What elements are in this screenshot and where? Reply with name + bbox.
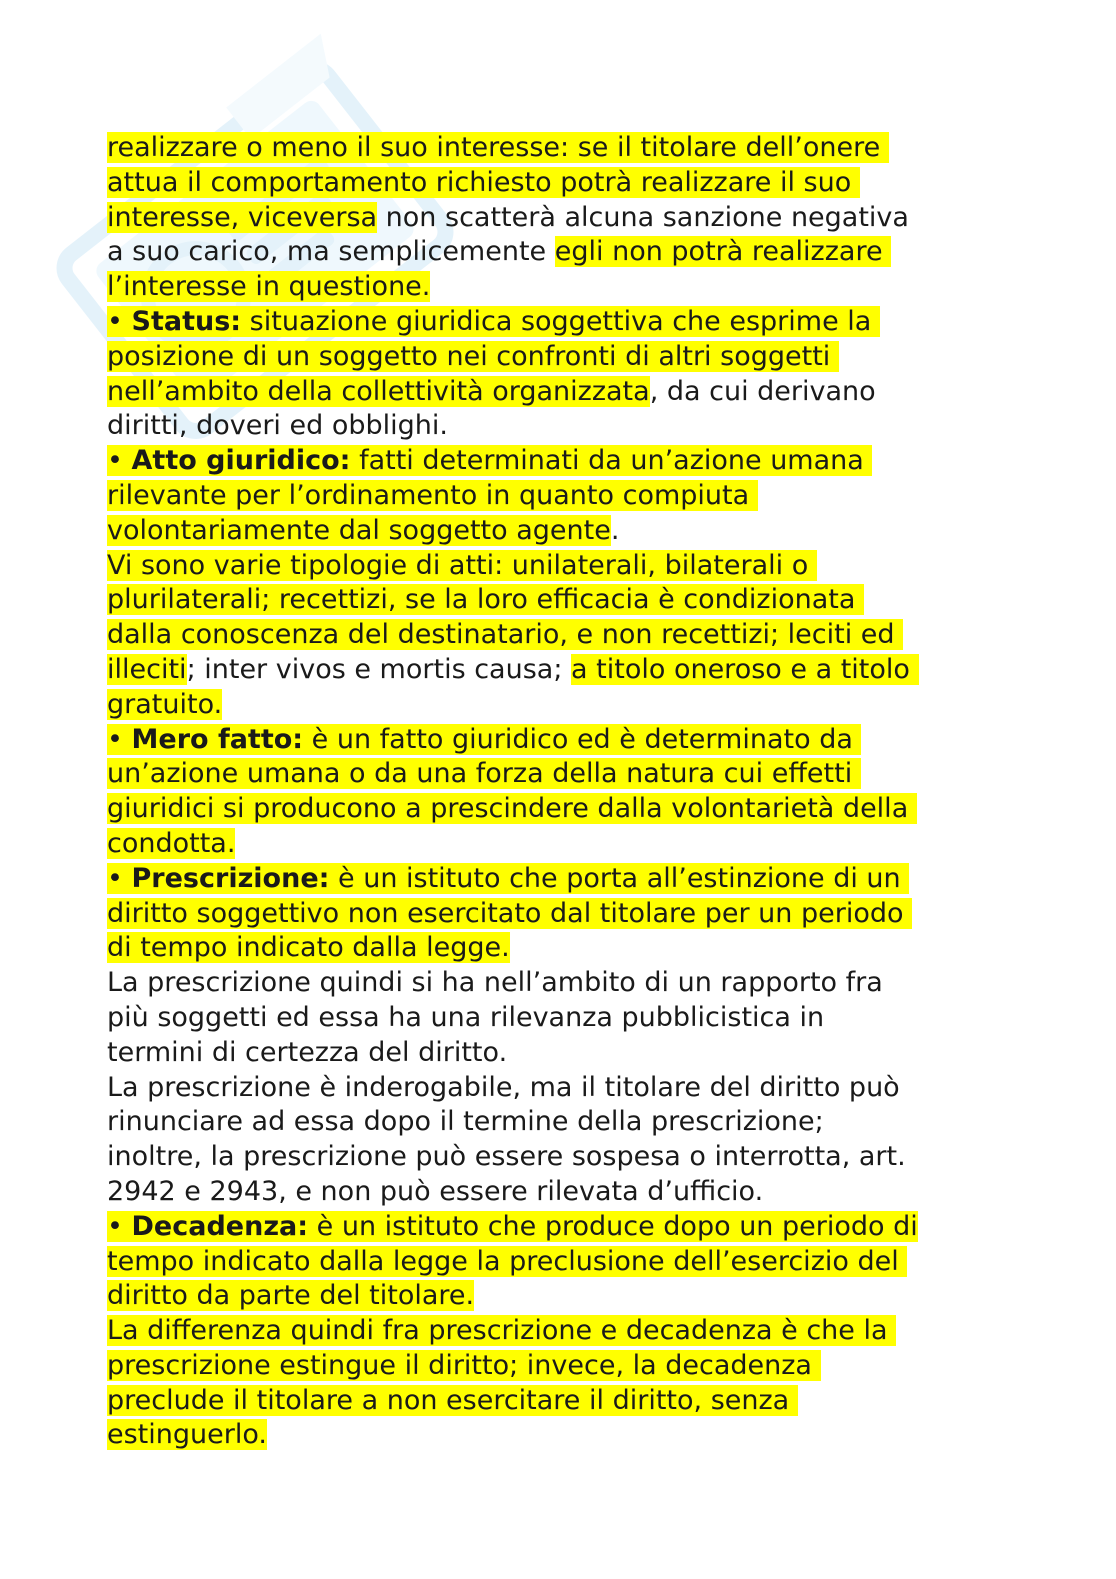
highlighted-text: La differenza quindi fra prescrizione e decadenza è che la (107, 1315, 897, 1347)
text-line (107, 583, 1027, 618)
text-line (107, 201, 1027, 236)
text-line (107, 166, 1027, 201)
highlighted-text: posizione di un soggetto nei confronti di altri soggetti (107, 340, 839, 372)
term-label: Atto giuridico: (131, 445, 351, 477)
highlighted-text: egli non potrà realizzare (554, 236, 892, 268)
text-line (107, 723, 1027, 758)
text-line (107, 514, 1027, 549)
text-segment: rinunciare ad essa dopo il termine della prescrizione; (107, 1106, 824, 1138)
highlighted-text: • (107, 1210, 132, 1242)
highlighted-text: prescrizione estingue il diritto; invece, la decadenza (107, 1349, 821, 1381)
text-segment: non scatterà alcuna sanzione negativa (377, 201, 909, 233)
term-label: Prescrizione: (131, 862, 330, 894)
text-line (107, 305, 1027, 340)
text-line (107, 1210, 1027, 1245)
term-label: Status: (131, 305, 242, 337)
text-line (107, 270, 1027, 305)
highlighted-text: è un istituto che porta all’estinzione di un (329, 862, 910, 894)
highlighted-text: volontariamente dal soggetto agente (107, 514, 611, 546)
highlighted-text: è un istituto che produce dopo un periodo di (308, 1210, 918, 1242)
text-line (107, 1349, 1027, 1384)
text-segment: La prescrizione è inderogabile, ma il titolare del diritto può (107, 1071, 900, 1103)
text-line (107, 1384, 1027, 1419)
text-line (107, 131, 1027, 166)
highlighted-text: realizzare o meno il suo interesse: se il titolare dell’onere (107, 132, 889, 163)
text-segment: più soggetti ed essa ha una rilevanza pubblicistica in (107, 1001, 825, 1033)
highlighted-text: è un fatto giuridico ed è determinato da (303, 723, 862, 755)
highlighted-text: • (107, 862, 132, 894)
text-segment: a suo carico, ma semplicemente (107, 236, 555, 268)
text-line (107, 1071, 1027, 1106)
highlighted-text: situazione giuridica soggettiva che esprime la (241, 305, 880, 337)
text-line (107, 966, 1027, 1001)
highlighted-text: tempo indicato dalla legge la preclusione dell’esercizio del (107, 1245, 908, 1277)
text-line (107, 688, 1027, 723)
text-segment: ; inter vivos e mortis causa; (186, 653, 572, 685)
text-line (107, 1001, 1027, 1036)
term-label: Decadenza: (131, 1210, 309, 1242)
text-line (107, 1418, 1027, 1453)
highlighted-text: • (107, 305, 132, 337)
highlighted-text: • (107, 445, 132, 477)
text-line (107, 1036, 1027, 1071)
text-line (107, 862, 1027, 897)
highlighted-text: plurilaterali; recettizi, se la loro efficacia è condizionata (107, 584, 864, 616)
document-body (107, 131, 1027, 1453)
highlighted-text: attua il comportamento richiesto potrà realizzare il suo (107, 166, 860, 198)
text-line (107, 235, 1027, 270)
text-line (107, 931, 1027, 966)
text-segment: inoltre, la prescrizione può essere sospesa o interrotta, art. (107, 1141, 906, 1173)
text-line (107, 1314, 1027, 1349)
highlighted-text: fatti determinati da un’azione umana (350, 445, 873, 477)
highlighted-text: di tempo indicato dalla legge. (107, 932, 510, 964)
highlighted-text: condotta. (107, 827, 236, 859)
highlighted-text: preclude il titolare a non esercitare il diritto, senza (107, 1384, 798, 1416)
highlighted-text: l’interesse in questione. (107, 271, 431, 303)
text-line (107, 1279, 1027, 1314)
highlighted-text: estinguerlo. (107, 1419, 267, 1451)
text-segment: La prescrizione quindi si ha nell’ambito di un rapporto fra (107, 967, 883, 999)
text-segment: 2942 e 2943, e non può essere rilevata d’ufficio. (107, 1175, 764, 1207)
text-line (107, 1140, 1027, 1175)
text-line (107, 1175, 1027, 1210)
highlighted-text: gratuito. (107, 688, 223, 720)
highlighted-text: giuridici si producono a prescindere dalla volontarietà della (107, 793, 917, 825)
text-line (107, 618, 1027, 653)
text-segment: , da cui derivano (649, 375, 876, 407)
text-line (107, 409, 1027, 444)
text-line (107, 827, 1027, 862)
text-line (107, 375, 1027, 410)
highlighted-text: un’azione umana o da una forza della natura cui effetti (107, 758, 861, 790)
text-line (107, 897, 1027, 932)
highlighted-text: Vi sono varie tipologie di atti: unilaterali, bilaterali o (107, 549, 817, 581)
highlighted-text: diritto soggettivo non esercitato dal titolare per un periodo (107, 897, 913, 929)
highlighted-text: interesse, viceversa (107, 201, 378, 233)
text-segment: diritti, doveri ed obblighi. (107, 410, 448, 442)
text-line (107, 479, 1027, 514)
text-line (107, 792, 1027, 827)
highlighted-text: dalla conoscenza del destinatario, e non recettizi; leciti ed (107, 619, 904, 651)
highlighted-text: • (107, 723, 132, 755)
text-line (107, 757, 1027, 792)
text-line (107, 653, 1027, 688)
highlighted-text: diritto da parte del titolare. (107, 1280, 475, 1312)
text-line (107, 1245, 1027, 1280)
highlighted-text: illeciti (107, 653, 187, 685)
text-line (107, 1105, 1027, 1140)
term-label: Mero fatto: (131, 723, 304, 755)
highlighted-text: nell’ambito della collettività organizzata (107, 375, 650, 407)
text-line (107, 444, 1027, 479)
text-segment: termini di certezza del diritto. (107, 1036, 508, 1068)
highlighted-text: rilevante per l’ordinamento in quanto compiuta (107, 479, 758, 511)
text-line (107, 340, 1027, 375)
text-segment: . (610, 514, 620, 546)
text-line (107, 549, 1027, 584)
highlighted-text: a titolo oneroso e a titolo (571, 653, 919, 685)
